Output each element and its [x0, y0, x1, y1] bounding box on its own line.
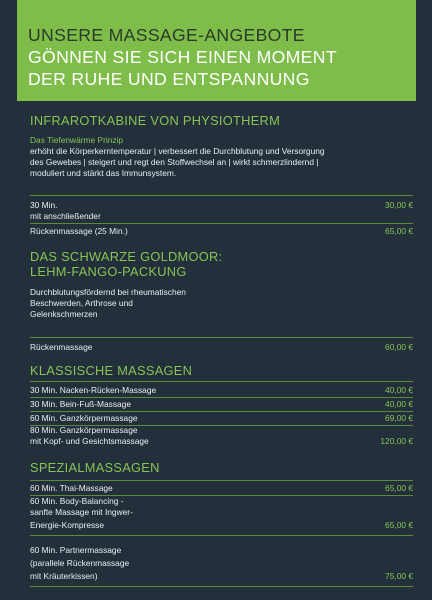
- klassisch-item-label-cont: mit Kopf- und Gesichtsmassage: [30, 436, 149, 446]
- infrarot-item-1-label-cont: mit anschließender: [30, 211, 101, 221]
- section-title-klassisch: KLASSISCHE MASSAGEN: [30, 363, 193, 378]
- divider: [30, 337, 413, 338]
- divider: [30, 535, 413, 536]
- spezial-item-price: 65,00 €: [385, 520, 413, 530]
- klassisch-item-label: 30 Min. Bein-Fuß-Massage: [30, 399, 132, 409]
- divider: [30, 381, 413, 382]
- infrarot-desc-line: moduliert und stärkt das Immunsystem.: [30, 168, 177, 178]
- klassisch-item-label: 30 Min. Nacken-Rücken-Massage: [30, 385, 157, 395]
- goldmoor-desc-line: Gelenkschmerzen: [30, 309, 98, 319]
- klassisch-item-price: 120,00 €: [380, 436, 413, 446]
- goldmoor-desc-line: Beschwerden, Arthrose und: [30, 298, 133, 308]
- klassisch-item-label: 60 Min. Ganzkörpermassage: [30, 413, 138, 423]
- goldmoor-desc-line: Durchblutungsfördernd bei rheumatischen: [30, 287, 186, 297]
- goldmoor-item-label: Rückenmassage: [30, 342, 93, 352]
- klassisch-item-label: 80 Min. Ganzkörpermassage: [30, 425, 138, 435]
- klassisch-item-price: 40,00 €: [385, 399, 413, 409]
- klassisch-item-price: 40,00 €: [385, 385, 413, 395]
- section-title-spezial: SPEZIALMASSAGEN: [30, 460, 160, 475]
- spezial-item-label-cont: sanfte Massage mit Ingwer-: [30, 507, 133, 517]
- infrarot-desc-line: des Gewebes | steigert und regt den Stoffwechsel an | wirkt schmerzlindernd |: [30, 157, 319, 167]
- section-title-goldmoor-cont: LEHM-FANGO-PACKUNG: [30, 264, 187, 279]
- header-tagline-2: DER RUHE UND ENTSPANNUNG: [28, 69, 310, 89]
- divider: [30, 397, 413, 398]
- spezial-item-label-cont: mit Kräuterkissen): [30, 571, 98, 581]
- divider: [30, 480, 413, 481]
- spezial-item-label-cont: Energie-Kompresse: [30, 520, 105, 530]
- spezial-item-price: 75,00 €: [385, 571, 413, 581]
- infrarot-item-2-label: Rückenmassage (25 Min.): [30, 226, 128, 236]
- goldmoor-item-price: 60,00 €: [385, 342, 413, 352]
- spezial-item-price: 65,00 €: [385, 483, 413, 493]
- section-title-goldmoor: DAS SCHWARZE GOLDMOOR:: [30, 249, 223, 264]
- spezial-item-label: 60 Min. Body-Balancing -: [30, 496, 124, 506]
- divider: [30, 223, 413, 224]
- spezial-item-label-cont: (parallele Rückenmassage: [30, 558, 130, 568]
- infrarot-item-1-label: 30 Min.: [30, 200, 58, 210]
- divider: [30, 195, 413, 196]
- spezial-item-label: 60 Min. Thai-Massage: [30, 483, 113, 493]
- infrarot-subtitle: Das Tiefenwärme Prinzip: [30, 135, 124, 145]
- infrarot-item-1-price: 30,00 €: [385, 200, 413, 210]
- divider: [30, 586, 413, 587]
- infrarot-item-2-price: 65,00 €: [385, 226, 413, 236]
- section-title-infrarot: INFRAROTKABINE VON PHYSIOTHERM: [30, 113, 281, 128]
- infrarot-desc-line: erhöht die Körperkerntemperatur | verbessert die Durchblutung und Versorgung: [30, 146, 325, 156]
- divider: [30, 411, 413, 412]
- header-tagline-1: GÖNNEN SIE SICH EINEN MOMENT: [28, 47, 337, 67]
- header-title: UNSERE MASSAGE-ANGEBOTE: [28, 25, 305, 45]
- klassisch-item-price: 69,00 €: [385, 413, 413, 423]
- spezial-item-label: 60 Min. Partnermassage: [30, 545, 122, 555]
- header-banner: [17, 0, 416, 101]
